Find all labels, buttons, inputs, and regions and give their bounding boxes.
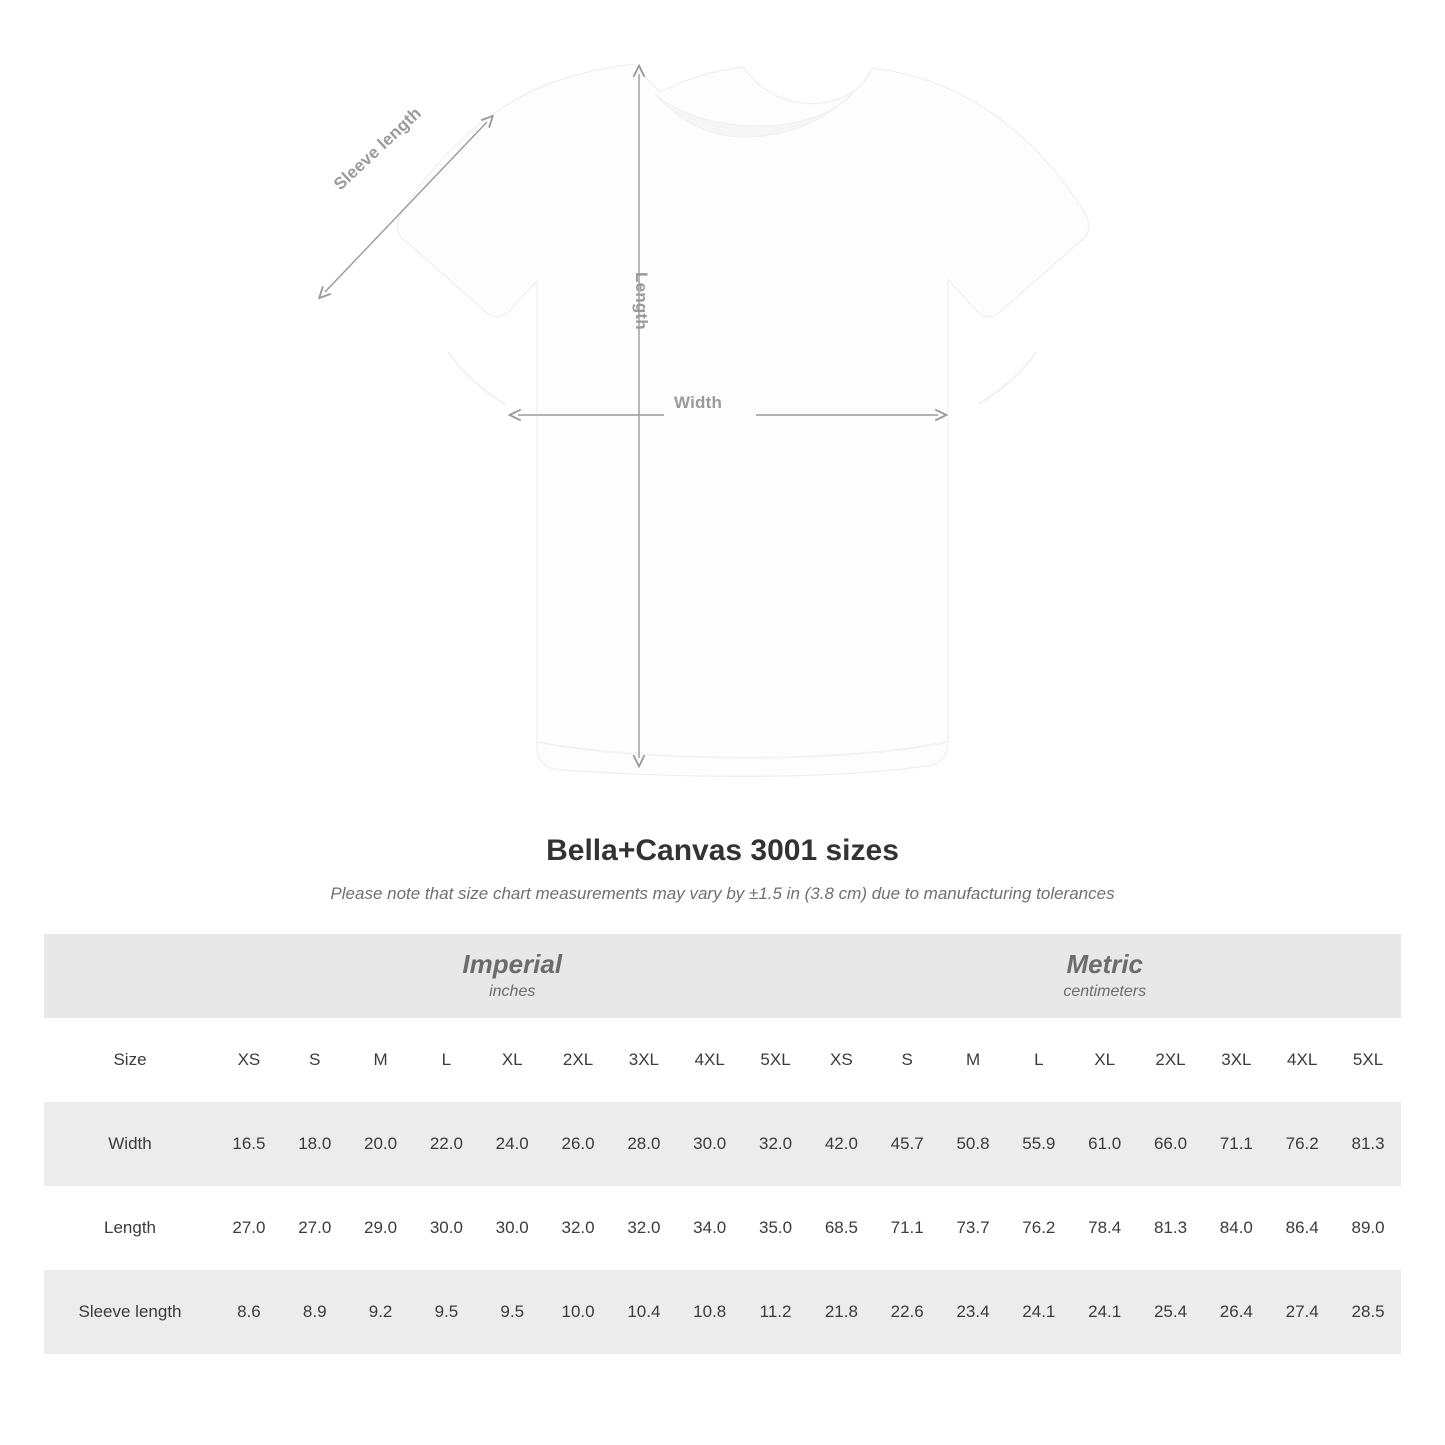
size-col-8: 5XL (743, 1018, 809, 1102)
cell-width-7: 30.0 (677, 1102, 743, 1186)
cell-length-14: 81.3 (1138, 1186, 1204, 1270)
size-col-5: 2XL (545, 1018, 611, 1102)
size-header-row (44, 1018, 1401, 1102)
sleeve-length-label: Sleeve length (330, 103, 426, 194)
cell-length-13: 78.4 (1072, 1186, 1138, 1270)
title-block (0, 834, 1445, 904)
cell-width-9: 42.0 (808, 1102, 874, 1186)
cell-width-14: 66.0 (1138, 1102, 1204, 1186)
cell-width-16: 76.2 (1269, 1102, 1335, 1186)
cell-sleeve-9: 21.8 (808, 1270, 874, 1354)
table-row (44, 1186, 1401, 1270)
cell-width-17: 81.3 (1335, 1102, 1401, 1186)
unit-group-imperial-sub: inches (489, 983, 536, 1001)
length-label: Length (632, 272, 651, 330)
unit-group-metric-name: Metric (1066, 948, 1144, 979)
cell-length-0: 27.0 (216, 1186, 282, 1270)
size-col-2: M (348, 1018, 414, 1102)
unit-group-metric-sub: centimeters (1063, 983, 1147, 1001)
cell-sleeve-16: 27.4 (1269, 1270, 1335, 1354)
tshirt-shape (397, 64, 1089, 776)
row-label-length: Length (44, 1186, 216, 1270)
cell-length-11: 73.7 (940, 1186, 1006, 1270)
size-col-6: 3XL (611, 1018, 677, 1102)
cell-sleeve-8: 11.2 (743, 1270, 809, 1354)
size-col-16: 4XL (1269, 1018, 1335, 1102)
table-row (44, 1102, 1401, 1186)
cell-sleeve-0: 8.6 (216, 1270, 282, 1354)
size-col-15: 3XL (1203, 1018, 1269, 1102)
cell-width-13: 61.0 (1072, 1102, 1138, 1186)
cell-sleeve-6: 10.4 (611, 1270, 677, 1354)
page-title: Bella+Canvas 3001 sizes (546, 834, 899, 867)
size-col-11: M (940, 1018, 1006, 1102)
cell-width-1: 18.0 (282, 1102, 348, 1186)
table-row (44, 1270, 1401, 1354)
size-col-1: S (282, 1018, 348, 1102)
cell-sleeve-4: 9.5 (479, 1270, 545, 1354)
cell-length-16: 86.4 (1269, 1186, 1335, 1270)
width-label: Width (674, 393, 723, 412)
cell-sleeve-14: 25.4 (1138, 1270, 1204, 1354)
size-col-4: XL (479, 1018, 545, 1102)
cell-width-0: 16.5 (216, 1102, 282, 1186)
cell-length-8: 35.0 (743, 1186, 809, 1270)
cell-width-3: 22.0 (413, 1102, 479, 1186)
cell-sleeve-10: 22.6 (874, 1270, 940, 1354)
cell-width-8: 32.0 (743, 1102, 809, 1186)
size-col-10: S (874, 1018, 940, 1102)
cell-sleeve-13: 24.1 (1072, 1270, 1138, 1354)
size-col-9: XS (808, 1018, 874, 1102)
size-col-12: L (1006, 1018, 1072, 1102)
cell-length-2: 29.0 (348, 1186, 414, 1270)
size-col-14: 2XL (1138, 1018, 1204, 1102)
cell-width-11: 50.8 (940, 1102, 1006, 1186)
cell-length-17: 89.0 (1335, 1186, 1401, 1270)
cell-sleeve-1: 8.9 (282, 1270, 348, 1354)
cell-sleeve-11: 23.4 (940, 1270, 1006, 1354)
cell-length-1: 27.0 (282, 1186, 348, 1270)
cell-length-3: 30.0 (413, 1186, 479, 1270)
cell-length-12: 76.2 (1006, 1186, 1072, 1270)
length-label-backdrop (651, 268, 677, 352)
unit-group-imperial (216, 934, 808, 1018)
cell-sleeve-2: 9.2 (348, 1270, 414, 1354)
cell-length-15: 84.0 (1203, 1186, 1269, 1270)
cell-width-6: 28.0 (611, 1102, 677, 1186)
size-col-7: 4XL (677, 1018, 743, 1102)
cell-width-10: 45.7 (874, 1102, 940, 1186)
cell-length-4: 30.0 (479, 1186, 545, 1270)
unit-group-imperial-name: Imperial (462, 948, 563, 979)
row-label-sleeve-length: Sleeve length (44, 1270, 216, 1354)
cell-width-2: 20.0 (348, 1102, 414, 1186)
cell-length-9: 68.5 (808, 1186, 874, 1270)
cell-sleeve-15: 26.4 (1203, 1270, 1269, 1354)
cell-sleeve-7: 10.8 (677, 1270, 743, 1354)
cell-length-7: 34.0 (677, 1186, 743, 1270)
tolerance-note: Please note that size chart measurements may vary by ±1.5 in (3.8 cm) due to manufacturing tolerances (330, 884, 1115, 903)
cell-length-5: 32.0 (545, 1186, 611, 1270)
cell-width-4: 24.0 (479, 1102, 545, 1186)
size-col-3: L (413, 1018, 479, 1102)
size-row-label: Size (44, 1018, 216, 1102)
size-col-13: XL (1072, 1018, 1138, 1102)
cell-sleeve-5: 10.0 (545, 1270, 611, 1354)
table-corner (44, 934, 216, 1018)
row-label-width: Width (44, 1102, 216, 1186)
size-table-wrap (44, 934, 1401, 1354)
unit-group-metric (808, 934, 1401, 1018)
size-col-0: XS (216, 1018, 282, 1102)
cell-length-6: 32.0 (611, 1186, 677, 1270)
cell-sleeve-3: 9.5 (413, 1270, 479, 1354)
cell-width-12: 55.9 (1006, 1102, 1072, 1186)
cell-sleeve-17: 28.5 (1335, 1270, 1401, 1354)
unit-header-row (44, 934, 1401, 1018)
size-table (44, 934, 1401, 1354)
cell-length-10: 71.1 (874, 1186, 940, 1270)
cell-width-5: 26.0 (545, 1102, 611, 1186)
cell-sleeve-12: 24.1 (1006, 1270, 1072, 1354)
size-col-17: 5XL (1335, 1018, 1401, 1102)
cell-width-15: 71.1 (1203, 1102, 1269, 1186)
